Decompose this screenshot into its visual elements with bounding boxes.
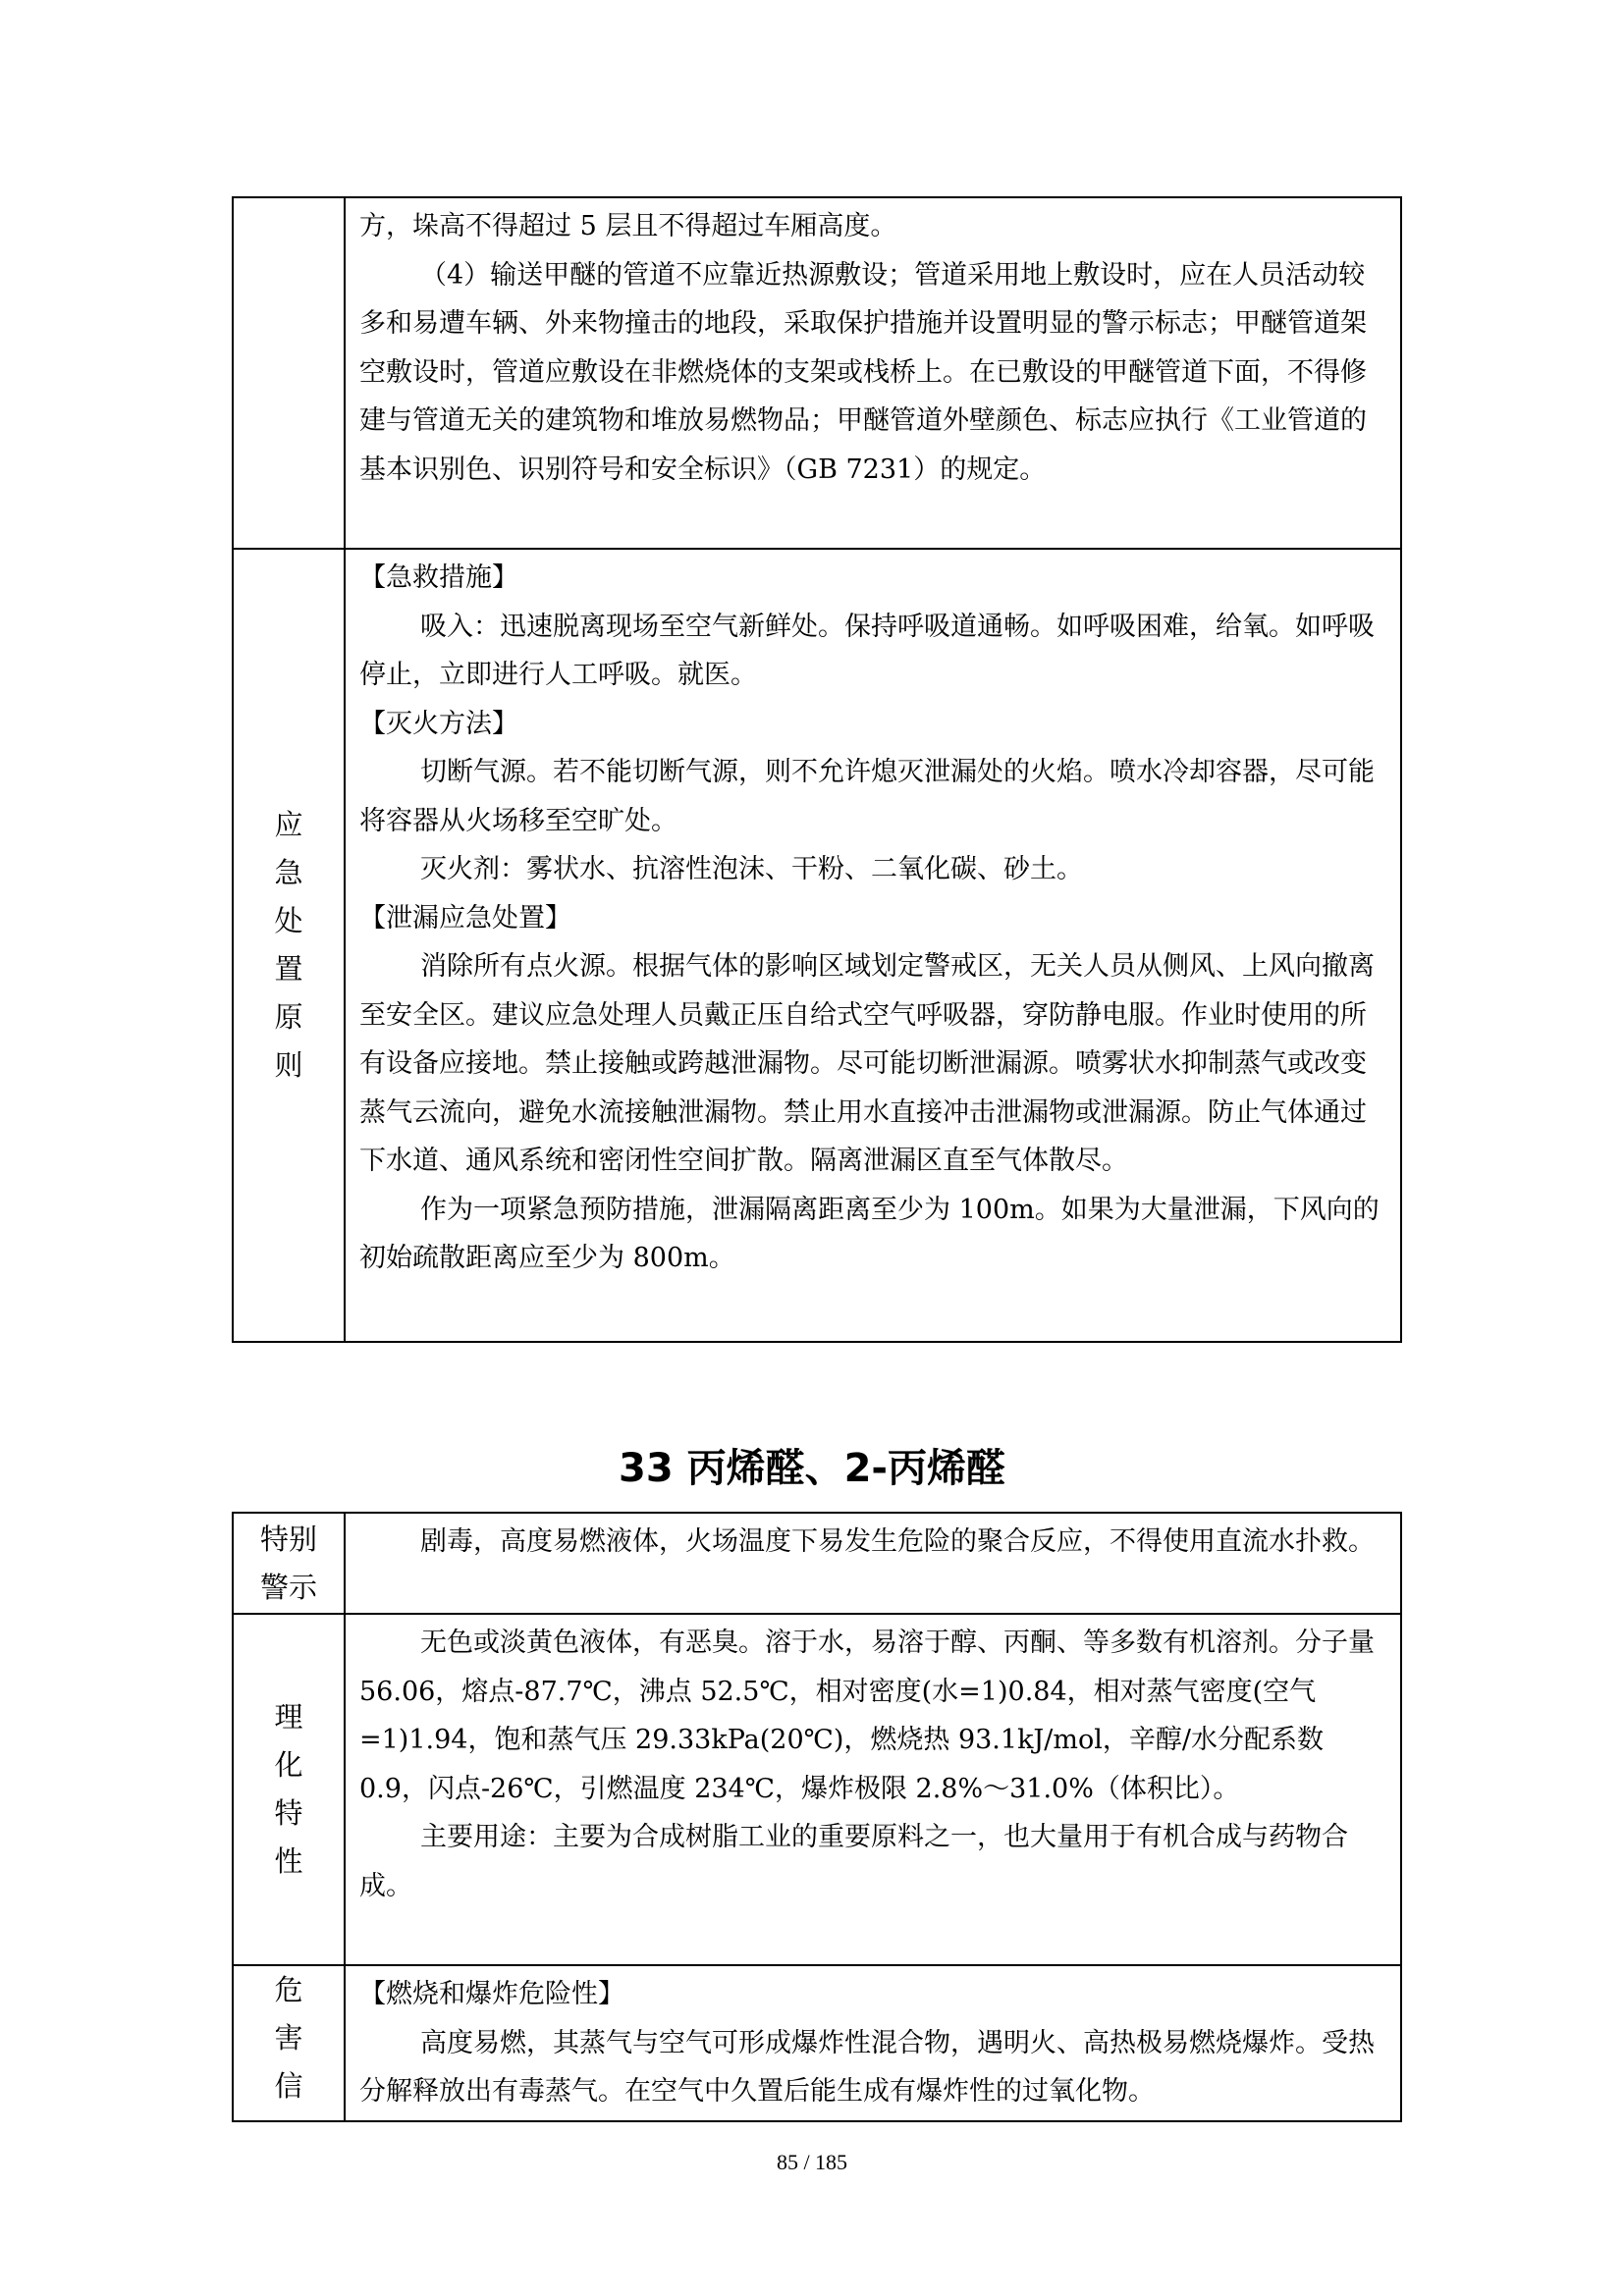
row-content (345, 1965, 1401, 2121)
paragraph: 无色或淡黄色液体，有恶臭。溶于水，易溶于醇、丙酮、等多数有机溶剂。分子量 56.06，熔点-87.7℃，沸点 52.5℃，相对密度(水=1)0.84，相对蒸气密度(空气=1)1.94，饱和蒸气压 29.33kPa(20℃)，燃烧热 93.1kJ/mol，辛醇/水分配系数 0.9，闪点-26℃，引燃温度 234℃，爆炸极限 2.8%～31.0%（体积比）。 (359, 1628, 1375, 1804)
row-label-physical-chemical: 理 化 特 性 (233, 1614, 345, 1965)
paragraph: （4）输送甲醚的管道不应靠近热源敷设；管道采用地上敷设时，应在人员活动较多和易遭车辆、外来物撞击的地段，采取保护措施并设置明显的警示标志；甲醚管道架空敷设时，管道应敷设在非燃烧体的支架或栈桥上。在已敷设的甲醚管道下面，不得修建与管道无关的建筑物和堆放易燃物品；甲醚管道外壁颜色、标志应执行《工业管道的基本识别色、识别符号和安全标识》（GB 7231）的规定。 (359, 259, 1367, 485)
row-content (345, 197, 1401, 549)
table-row-storage-transport (233, 197, 1401, 549)
acrolein-table (232, 1512, 1402, 2122)
row-label-emergency-principles: 应 急 处 置 原 则 (233, 549, 345, 1342)
paragraph: 消除所有点火源。根据气体的影响区域划定警戒区，无关人员从侧风、上风向撤离至安全区。建议应急处理人员戴正压自给式空气呼吸器，穿防静电服。作业时使用的所有设备应接地。禁止接触或跨越泄漏物。尽可能切断泄漏源。喷雾状水抑制蒸气或改变蒸气云流向，避免水流接触泄漏物。禁止用水直接冲击泄漏物或泄漏源。防止气体通过下水道、通风系统和密闭性空间扩散。隔离泄漏区直至气体散尽。 (359, 951, 1375, 1176)
row-label-empty (233, 197, 345, 549)
section-heading-leak-response: 【泄漏应急处置】 (359, 902, 571, 934)
section-heading-fire-explosion: 【燃烧和爆炸危险性】 (359, 1979, 624, 2009)
table-row-emergency (233, 549, 1401, 1342)
table-row-properties (233, 1614, 1401, 1965)
paragraph: 方，垛高不得超过 5 层且不得超过车厢高度。 (359, 211, 897, 241)
row-label-hazard-info: 危 害 信 (233, 1965, 345, 2121)
section-heading-first-aid: 【急救措施】 (359, 562, 518, 593)
hazard-table-continued (232, 196, 1402, 1343)
paragraph: 切断气源。若不能切断气源，则不允许熄灭泄漏处的火焰。喷水冷却容器，尽可能将容器从火场移至空旷处。 (359, 757, 1375, 836)
table-row-hazard-info (233, 1965, 1401, 2121)
row-content (345, 549, 1401, 1342)
table-row-special-warning (233, 1513, 1401, 1614)
paragraph: 主要用途：主要为合成树脂工业的重要原料之一，也大量用于有机合成与药物合成。 (359, 1822, 1348, 1901)
row-content (345, 1513, 1401, 1614)
row-content (345, 1614, 1401, 1965)
paragraph: 灭火剂：雾状水、抗溶性泡沫、干粉、二氧化碳、砂土。 (420, 854, 1083, 884)
paragraph: 作为一项紧急预防措施，泄漏隔离距离至少为 100m。如果为大量泄漏，下风向的初始疏散距离应至少为 800m。 (359, 1194, 1380, 1273)
page-number: 85 / 185 (776, 2150, 848, 2174)
paragraph: 吸入：迅速脱离现场至空气新鲜处。保持呼吸道通畅。如呼吸困难，给氧。如呼吸停止，立即进行人工呼吸。就医。 (359, 611, 1375, 690)
paragraph: 高度易燃，其蒸气与空气可形成爆炸性混合物，遇明火、高热极易燃烧爆炸。受热分解释放出有毒蒸气。在空气中久置后能生成有爆炸性的过氧化物。 (359, 2027, 1375, 2107)
section-heading-firefighting: 【灭火方法】 (359, 708, 518, 739)
row-label-special-warning: 特别 警示 (233, 1513, 345, 1614)
paragraph: 剧毒，高度易燃液体，火场温度下易发生危险的聚合反应，不得使用直流水扑救。 (420, 1526, 1375, 1557)
section-title: 33 丙烯醛、2-丙烯醛 (618, 1446, 1006, 1491)
